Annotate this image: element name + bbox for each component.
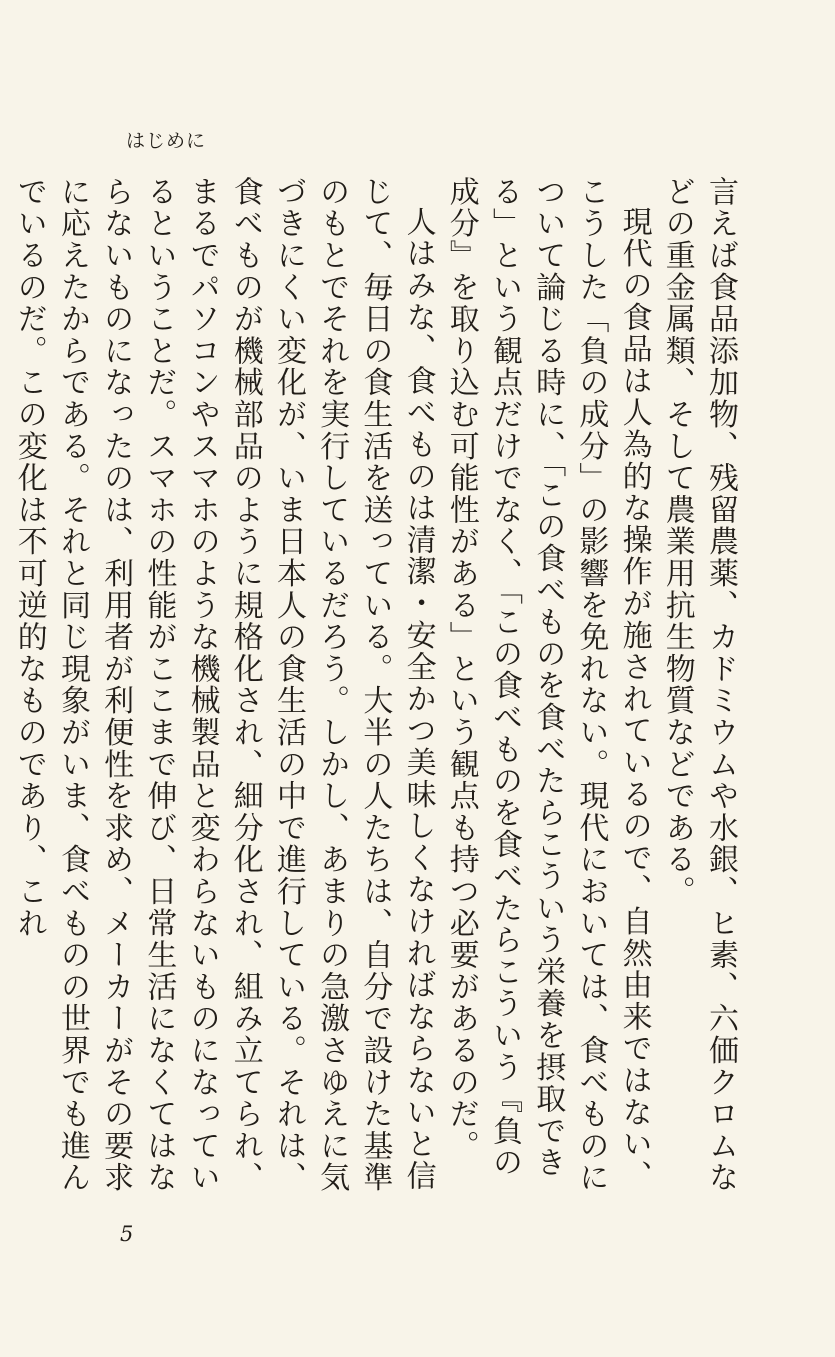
body-text	[11, 176, 742, 1208]
page-number: 5	[120, 1222, 134, 1246]
running-head: はじめに	[126, 130, 207, 152]
paragraph-continued: 言えば食品添加物、残留農薬、カドミウムや水銀、ヒ素、六価クロムなどの重金属類、そして農業用抗生物質などである。	[659, 176, 738, 1194]
paragraph: 現代の食品は人為的な操作が施されているので、自然由来ではない、こうした「負の成分」の影響を免れない。現代においては、食べものについて論じる時に、「この食べものを食べたらこういう栄養を摂取できる」という観点だけでなく、「この食べものを食べたらこういう『負の成分』を取り込む可能性がある」という観点も持つ必要があるのだ。	[443, 176, 652, 1194]
paragraph: 人はみな、食べものは清潔・安全かつ美味しくなければならないと信じて、毎日の食生活を送っている。大半の人たちは、自分で設けた基準のもとでそれを実行しているだろう。しかし、あまりの急激さゆえに気づきにくい変化が、いま日本人の食生活の中で進行している。それは、食べものが機械部品のように規格化され、細分化され、組み立てられ、まるでパソコンやスマホのような機械製品と変わらないものになっているということだ。スマホの性能がここまで伸び、日常生活になくてはならないものになったのは、利用者が利便性を求め、メーカーがその要求に応えたからである。それと同じ現象がいま、食べものの世界でも進んでいるのだ。この変化は不可逆的なものであり、これ	[11, 176, 436, 1194]
